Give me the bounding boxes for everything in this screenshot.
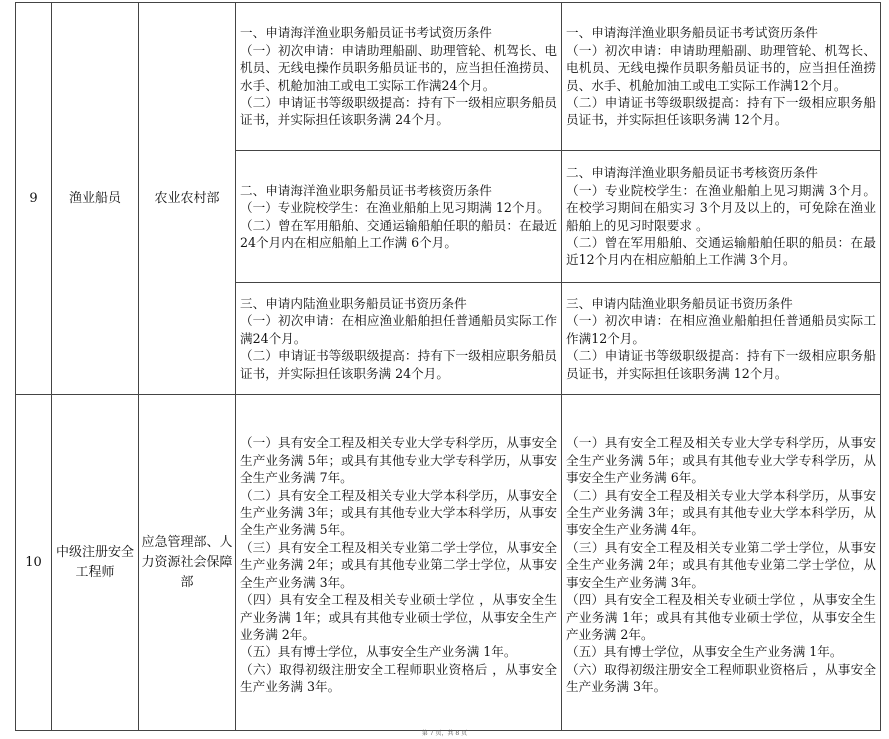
condition-paragraph: （二）具有安全工程及相关专业大学本科学历，从事安全生产业务满 3年；或具有其他专业大学本科学历，从事安全生产业务满 4年。 xyxy=(566,487,876,538)
condition-paragraph: 一、申请海洋渔业职务船员证书考试资历条件 xyxy=(566,25,818,41)
condition-paragraph: （五）具有博士学位，从事安全生产业务满 1年。 xyxy=(566,644,843,660)
condition-paragraph: 二、申请海洋渔业职务船员证书考核资历条件 xyxy=(566,165,818,181)
revised-conditions-cell xyxy=(562,3,881,151)
condition-paragraph: （一）初次申请：在相应渔业船舶担任普通船员实际工作满24个月。 xyxy=(240,313,557,346)
table-row xyxy=(16,395,881,731)
condition-paragraph: （六）取得初级注册安全工程师职业资格后 ，从事安全生产业务满 3年。 xyxy=(240,661,557,695)
row-number: 10 xyxy=(16,395,52,731)
condition-paragraph: （四）具有安全工程及相关专业硕士学位 ，从事安全生产业务满 1年；或具有其他专业硕士学位，从事安全生产业务满 2年。 xyxy=(240,592,557,642)
condition-paragraph: （二）申请证书等级职级提高：持有下一级相应职务船员证书，并实际担任该职务满 24个月。 xyxy=(240,348,557,381)
condition-paragraph: （五）具有博士学位，从事安全生产业务满 1年。 xyxy=(240,644,517,660)
department: 农业农村部 xyxy=(139,3,236,395)
qualification-name: 渔业船员 xyxy=(52,3,139,395)
condition-paragraph: 一、申请海洋渔业职务船员证书考试资历条件 xyxy=(240,25,492,41)
page-footer: 第 7 页，共 8 页 xyxy=(421,730,468,737)
condition-paragraph: （六）取得初级注册安全工程师职业资格后 ，从事安全生产业务满 3年。 xyxy=(566,661,876,695)
condition-paragraph: （二）申请证书等级职级提高：持有下一级相应职务船员证书，并实际担任该职务满 12个月。 xyxy=(566,94,876,128)
condition-paragraph: （一）具有安全工程及相关专业大学专科学历，从事安全生产业务满 5年；或具有其他专业大学专科学历，从事安全生产业务满 6年。 xyxy=(566,435,876,486)
condition-paragraph: （二）曾在军用船舶、交通运输船舶任职的船员：在最近12个月内在相应船舶上工作满 3个月。 xyxy=(566,234,876,268)
original-conditions-cell xyxy=(236,283,562,395)
condition-paragraph: （四）具有安全工程及相关专业硕士学位 ，从事安全生产业务满 1年；或具有其他专业硕士学位，从事安全生产业务满 2年。 xyxy=(566,592,876,642)
condition-paragraph: 三、申请内陆渔业职务船员证书资历条件 xyxy=(240,295,467,311)
row-number: 9 xyxy=(16,3,52,395)
condition-paragraph: （一）专业院校学生：在渔业船舶上见习期满 3个月。在校学习期间在船实习 3个月及以上的，可免除在渔业船舶上的见习时限要求 。 xyxy=(566,182,876,233)
condition-paragraph: 三、申请内陆渔业职务船员证书资历条件 xyxy=(566,295,793,311)
qualification-name: 中级注册安全工程师 xyxy=(52,395,139,731)
condition-paragraph: （三）具有安全工程及相关专业第二学士学位，从事安全生产业务满 2年；或具有其他专业第二学士学位，从事安全生产业务满 3年。 xyxy=(566,539,876,590)
revised-conditions-cell xyxy=(562,283,881,395)
revised-conditions-cell xyxy=(562,151,881,283)
table-row xyxy=(16,3,881,151)
original-conditions-cell xyxy=(236,3,562,151)
condition-paragraph: （一）专业院校学生：在渔业船舶上见习期满 12个月。 xyxy=(240,200,550,216)
condition-paragraph: 二、申请海洋渔业职务船员证书考核资历条件 xyxy=(240,182,492,198)
condition-paragraph: （二）具有安全工程及相关专业大学本科学历，从事安全生产业务满 3年；或具有其他专业大学本科学历，从事安全生产业务满 5年。 xyxy=(240,487,557,538)
condition-paragraph: （三）具有安全工程及相关专业第二学士学位，从事安全生产业务满 2年；或具有其他专业第二学士学位，从事安全生产业务满 3年。 xyxy=(240,539,557,590)
condition-paragraph: （一）初次申请：申请助理船副、助理管轮、机驾长、电机员、无线电操作员职务船员证书的，应当担任渔捞员、水手、机舱加油工或电工实际工作满24个月。 xyxy=(240,42,557,93)
condition-paragraph: （二）申请证书等级职级提高：持有下一级相应职务船员证书，并实际担任该职务满 12个月。 xyxy=(566,348,876,381)
condition-paragraph: （一）具有安全工程及相关专业大学专科学历，从事安全生产业务满 5年；或具有其他专业大学专科学历，从事安全生产业务满 7年。 xyxy=(240,435,557,486)
qualification-table xyxy=(15,2,881,731)
original-conditions-cell xyxy=(236,395,562,731)
original-conditions-cell xyxy=(236,151,562,283)
condition-paragraph: （一）初次申请：申请助理船副、助理管轮、机驾长、电机员、无线电操作员职务船员证书的，应当担任渔捞员、水手、机舱加油工或电工实际工作满12个月。 xyxy=(566,42,876,93)
revised-conditions-cell xyxy=(562,395,881,731)
condition-paragraph: （二）申请证书等级职级提高：持有下一级相应职务船员证书，并实际担任该职务满 24个月。 xyxy=(240,94,557,128)
condition-paragraph: （一）初次申请：在相应渔业船舶担任普通船员实际工作满12个月。 xyxy=(566,313,876,346)
condition-paragraph: （二）曾在军用船舶、交通运输船舶任职的船员：在最近24个月内在相应船舶上工作满 6个月。 xyxy=(240,217,557,250)
department: 应急管理部、人力资源社会保障部 xyxy=(139,395,236,731)
